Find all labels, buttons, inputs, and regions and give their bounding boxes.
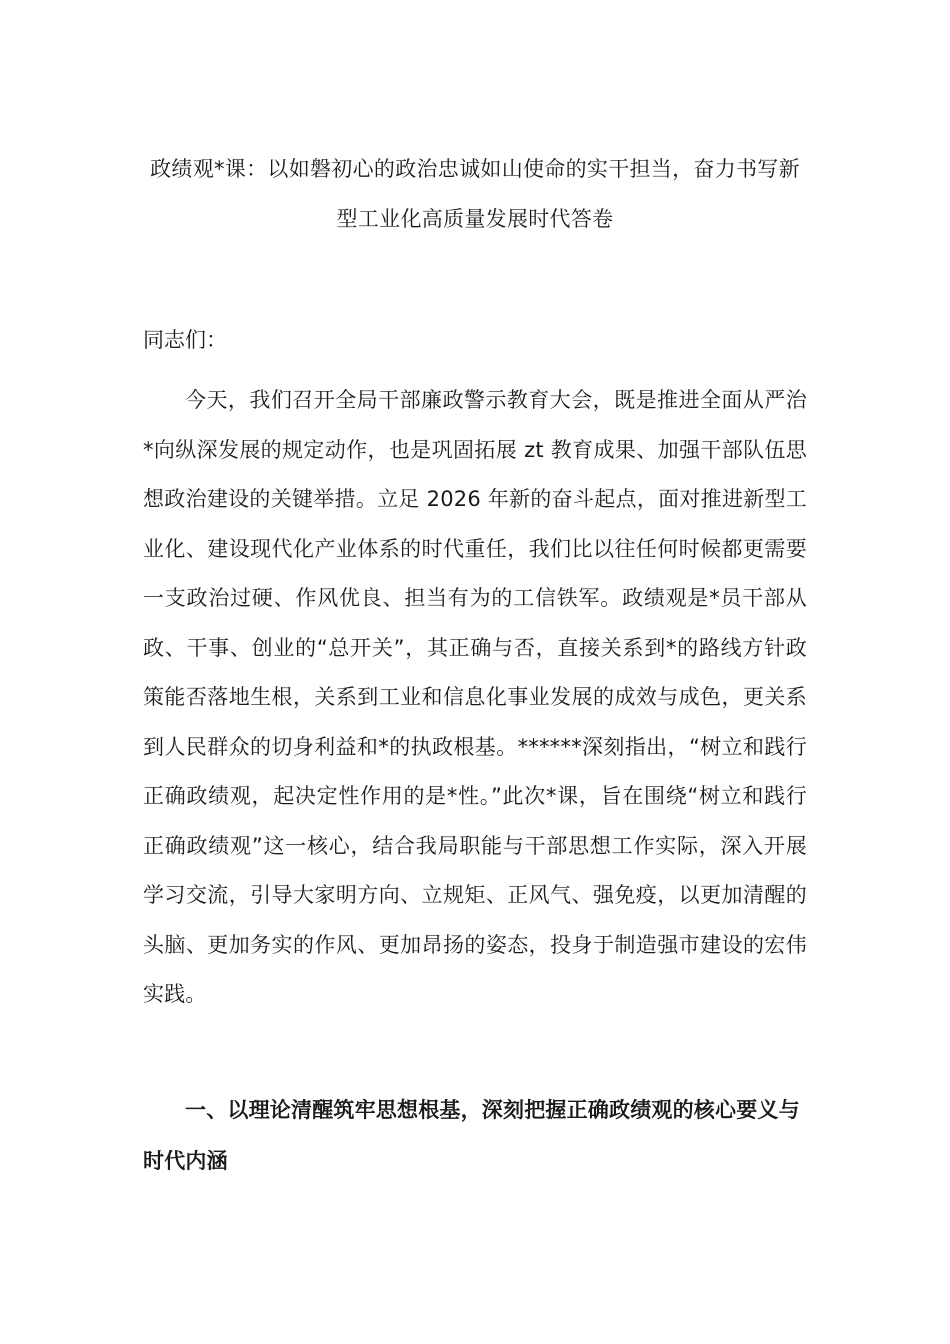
document-title: 政绩观*课：以如磐初心的政治忠诚如山使命的实干担当，奋力书写新型工业化高质量发展时代答卷 xyxy=(150,157,800,231)
body-paragraph: 今天，我们召开全局干部廉政警示教育大会，既是推进全面从严治*向纵深发展的规定动作，也是巩固拓展 zt 教育成果、加强干部队伍思想政治建设的关键举措。立足 2026 年新的奋斗起点，面对推进新型工业化、建设现代化产业体系的时代重任，我们比以往任何时候都更需要一支政治过硬、作风优良、担当有为的工信铁军。政绩观是*员干部从政、干事、创业的“总开关”，其正确与否，直接关系到*的路线方针政策能否落地生根，关系到工业和信息化事业发展的成效与成色，更关系到人民群众的切身利益和*的执政根基。******深刻指出，“树立和践行正确政绩观，起决定性作用的是*性。”此次*课，旨在围绕“树立和践行正确政绩观”这一核心，结合我局职能与干部思想工作实际，深入开展学习交流，引导大家明方向、立规矩、正风气、强免疫，以更加清醒的头脑、更加务实的作风、更加昂扬的姿态，投身于制造强市建设的宏伟实践。 xyxy=(143,388,807,1006)
salutation: 同志们： xyxy=(143,328,227,352)
section-heading: 一、以理论清醒筑牢思想根基，深刻把握正确政绩观的核心要义与时代内涵 xyxy=(143,1098,800,1173)
